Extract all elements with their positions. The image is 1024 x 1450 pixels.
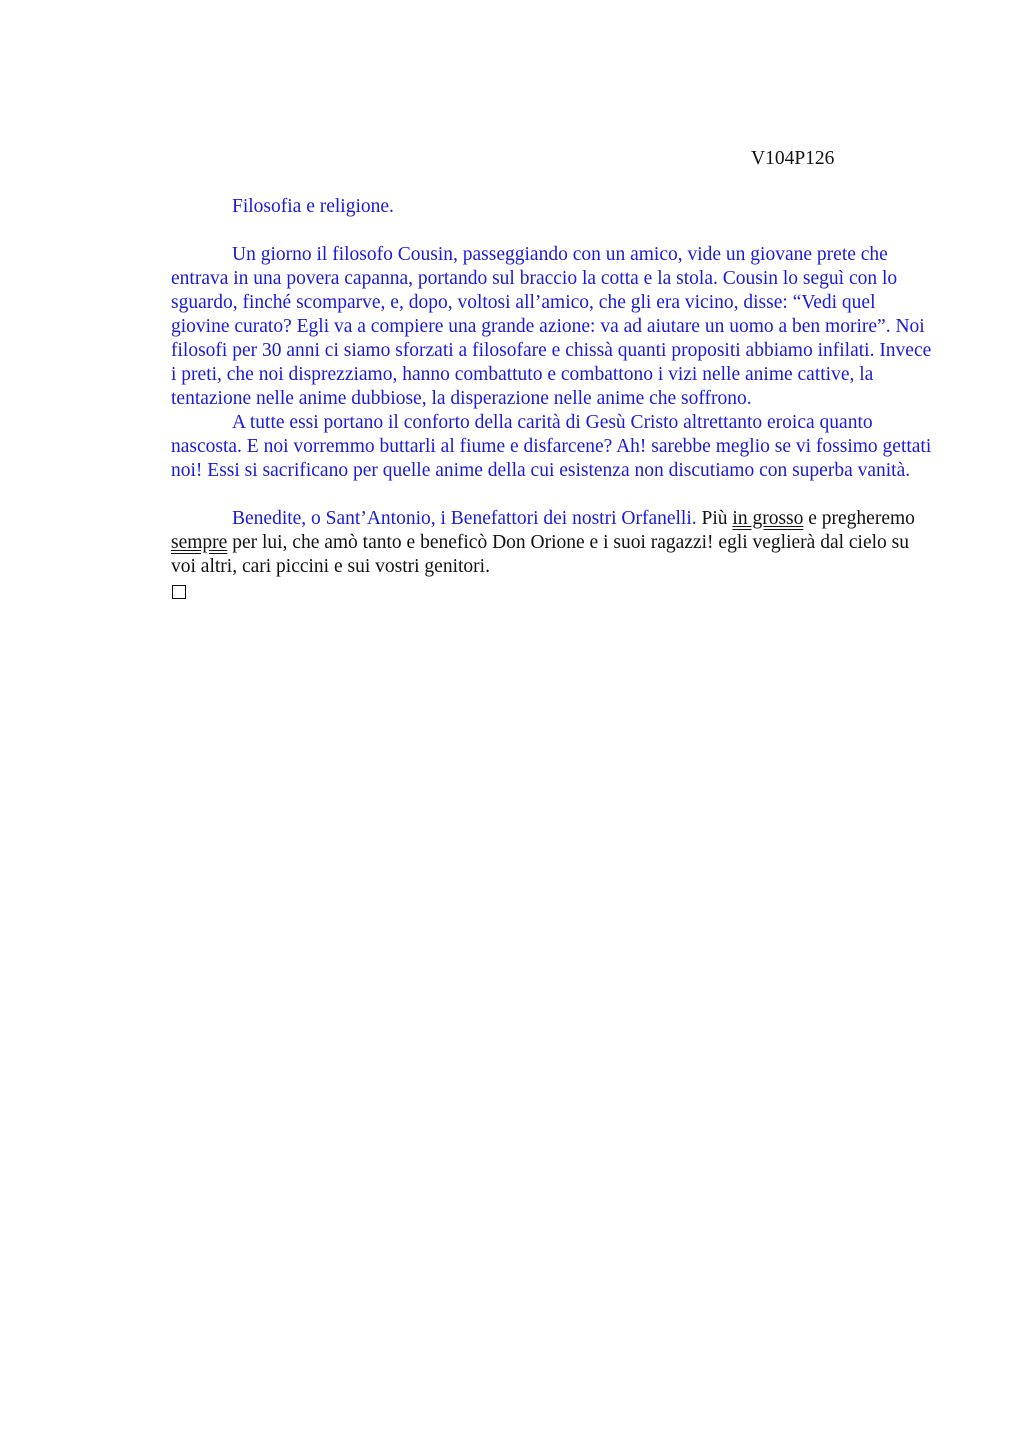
closing-text-c: per lui, che amò tanto e beneficò Don Orione e i suoi ragazzi! egli veglierà dal cielo su voi altri, cari piccini e sui vostri genitori.	[171, 532, 910, 577]
closing-paragraph	[171, 507, 933, 579]
paragraph-cousin: Un giorno il filosofo Cousin, passeggiando con un amico, vide un giovane prete che entrava in una povera capanna, portando sul braccio la cotta e la stola. Cousin lo seguì con lo sguardo, finché scomparve, e, dopo, voltosi all’amico, che gli era vicino, disse: “Vedi quel giovine curato? Egli va a compiere una grande azione: va ad aiutare un uomo a ben morire”. Noi filosofi per 30 anni ci siamo sforzati a filosofare e chissà quanti propositi abbiamo infilati. Invece i preti, che noi disprezziamo, hanno combattuto e combattono i vizi nelle anime cattive, la tentazione nelle anime dubbiose, la disperazione nelle anime che soffrono.	[171, 244, 932, 409]
underlined-in-grosso: in grosso	[732, 508, 804, 529]
closing-text-b: e pregheremo	[803, 508, 915, 529]
section-title: Filosofia e religione.	[232, 196, 394, 217]
paragraph-charity: A tutte essi portano il conforto della carità di Gesù Cristo altrettanto eroica quanto nascosta. E noi vorremmo buttarli al fiume e disfarcene? Ah! sarebbe meglio se vi fossimo gettati noi! Essi si sacrificano per quelle anime della cui esistenza non discutiamo con superba vanità.	[171, 412, 932, 481]
document-body	[171, 195, 933, 606]
end-marker-row	[171, 579, 933, 606]
closing-text-a: Più	[696, 508, 733, 529]
blessing-text: Benedite, o Sant’Antonio, i Benefattori dei nostri Orfanelli.	[232, 508, 697, 529]
page-identifier: V104P126	[751, 148, 835, 169]
end-box-icon	[172, 585, 186, 599]
underlined-sempre: sempre	[171, 532, 228, 553]
